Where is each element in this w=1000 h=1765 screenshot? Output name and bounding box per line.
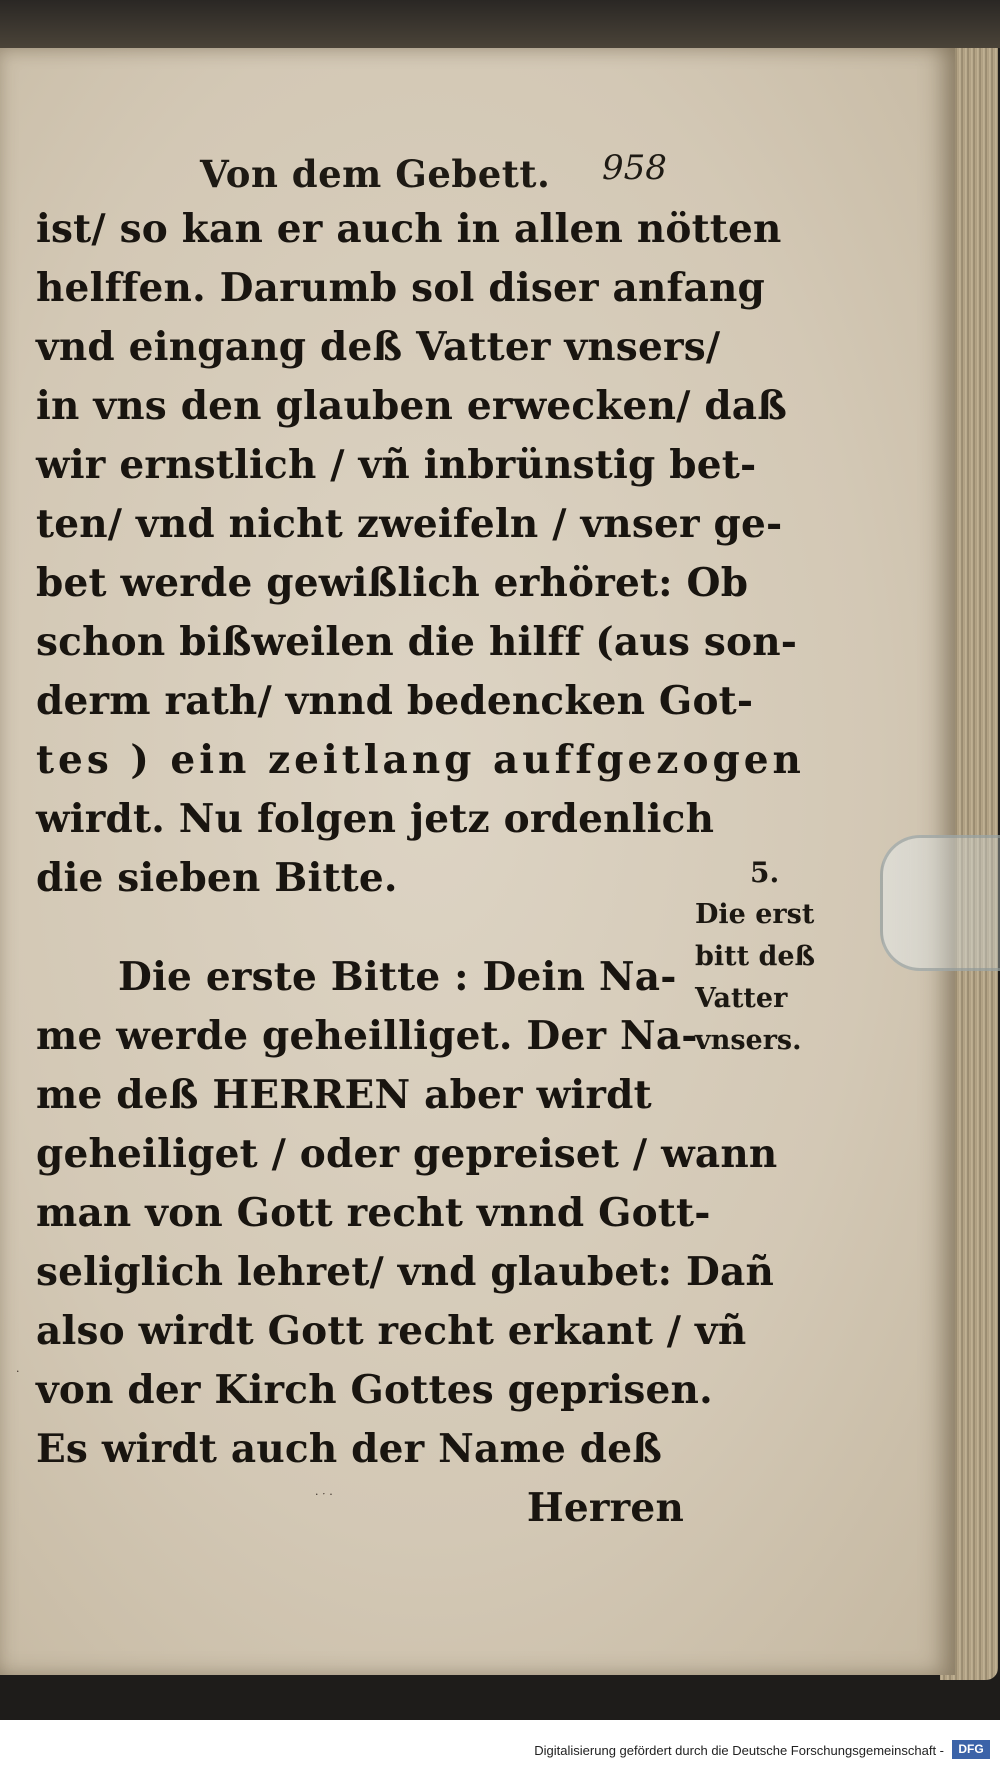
- text-line: helffen. Darumb sol diser anfang: [36, 265, 766, 311]
- text-line: seliglich lehret/ vnd glaubet: Dañ: [36, 1249, 775, 1295]
- text-line: also wirdt Gott recht erkant / vñ: [36, 1308, 747, 1354]
- text-line: Die erste Bitte : Dein Na-: [118, 954, 677, 1000]
- text-line: wir ernstlich / vñ inbrünstig bet-: [36, 442, 757, 488]
- text-line: tes ) ein zeitlang auffgezogen: [36, 737, 805, 783]
- catchword: Herren: [526, 1485, 684, 1531]
- marginal-line: Vatter: [695, 983, 788, 1014]
- paragraph-gap: [36, 908, 684, 948]
- text-line: die sieben Bitte.: [36, 855, 398, 901]
- text-line: von der Kirch Gottes geprisen.: [36, 1367, 713, 1413]
- text-line: geheiliget / oder gepreiset / wann: [36, 1131, 778, 1177]
- top-book-edge: [0, 0, 1000, 48]
- text-line: vnd eingang deß Vatter vnsers/: [36, 324, 721, 370]
- text-line: in vns den glauben erwecken/ daß: [36, 383, 788, 429]
- marginal-line: vnsers.: [695, 1025, 802, 1056]
- marginal-number: 5.: [750, 856, 780, 889]
- page-number: 958: [602, 148, 667, 188]
- text-line: schon bißweilen die hilff (aus son-: [36, 619, 798, 665]
- page-header: [0, 148, 955, 198]
- digitization-credit: Digitalisierung gefördert durch die Deutsche Forschungsgemeinschaft -: [534, 1743, 944, 1758]
- text-line: me werde geheilliget. Der Na-: [36, 1013, 698, 1059]
- text-line: Es wirdt auch der Name deß: [36, 1426, 663, 1472]
- marginal-note: [695, 852, 835, 1062]
- text-line: bet werde gewißlich erhöret: Ob: [36, 560, 749, 606]
- marginal-line: Die erst: [695, 899, 815, 930]
- text-line: wirdt. Nu folgen jetz ordenlich: [36, 796, 715, 842]
- text-line: me deß HERREN aber wirdt: [36, 1072, 652, 1118]
- page-holder-strap: [880, 835, 1000, 971]
- dfg-logo: DFG: [952, 1740, 990, 1759]
- text-line: ist/ so kan er auch in allen nötten: [36, 206, 782, 252]
- marginal-line: bitt deß: [695, 941, 816, 972]
- text-line: man von Gott recht vnnd Gott-: [36, 1190, 711, 1236]
- text-line: derm rath/ vnnd bedencken Got-: [36, 678, 754, 724]
- text-line: ten/ vnd nicht zweifeln / vnser ge-: [36, 501, 783, 547]
- running-head: Von dem Gebett.: [200, 152, 551, 196]
